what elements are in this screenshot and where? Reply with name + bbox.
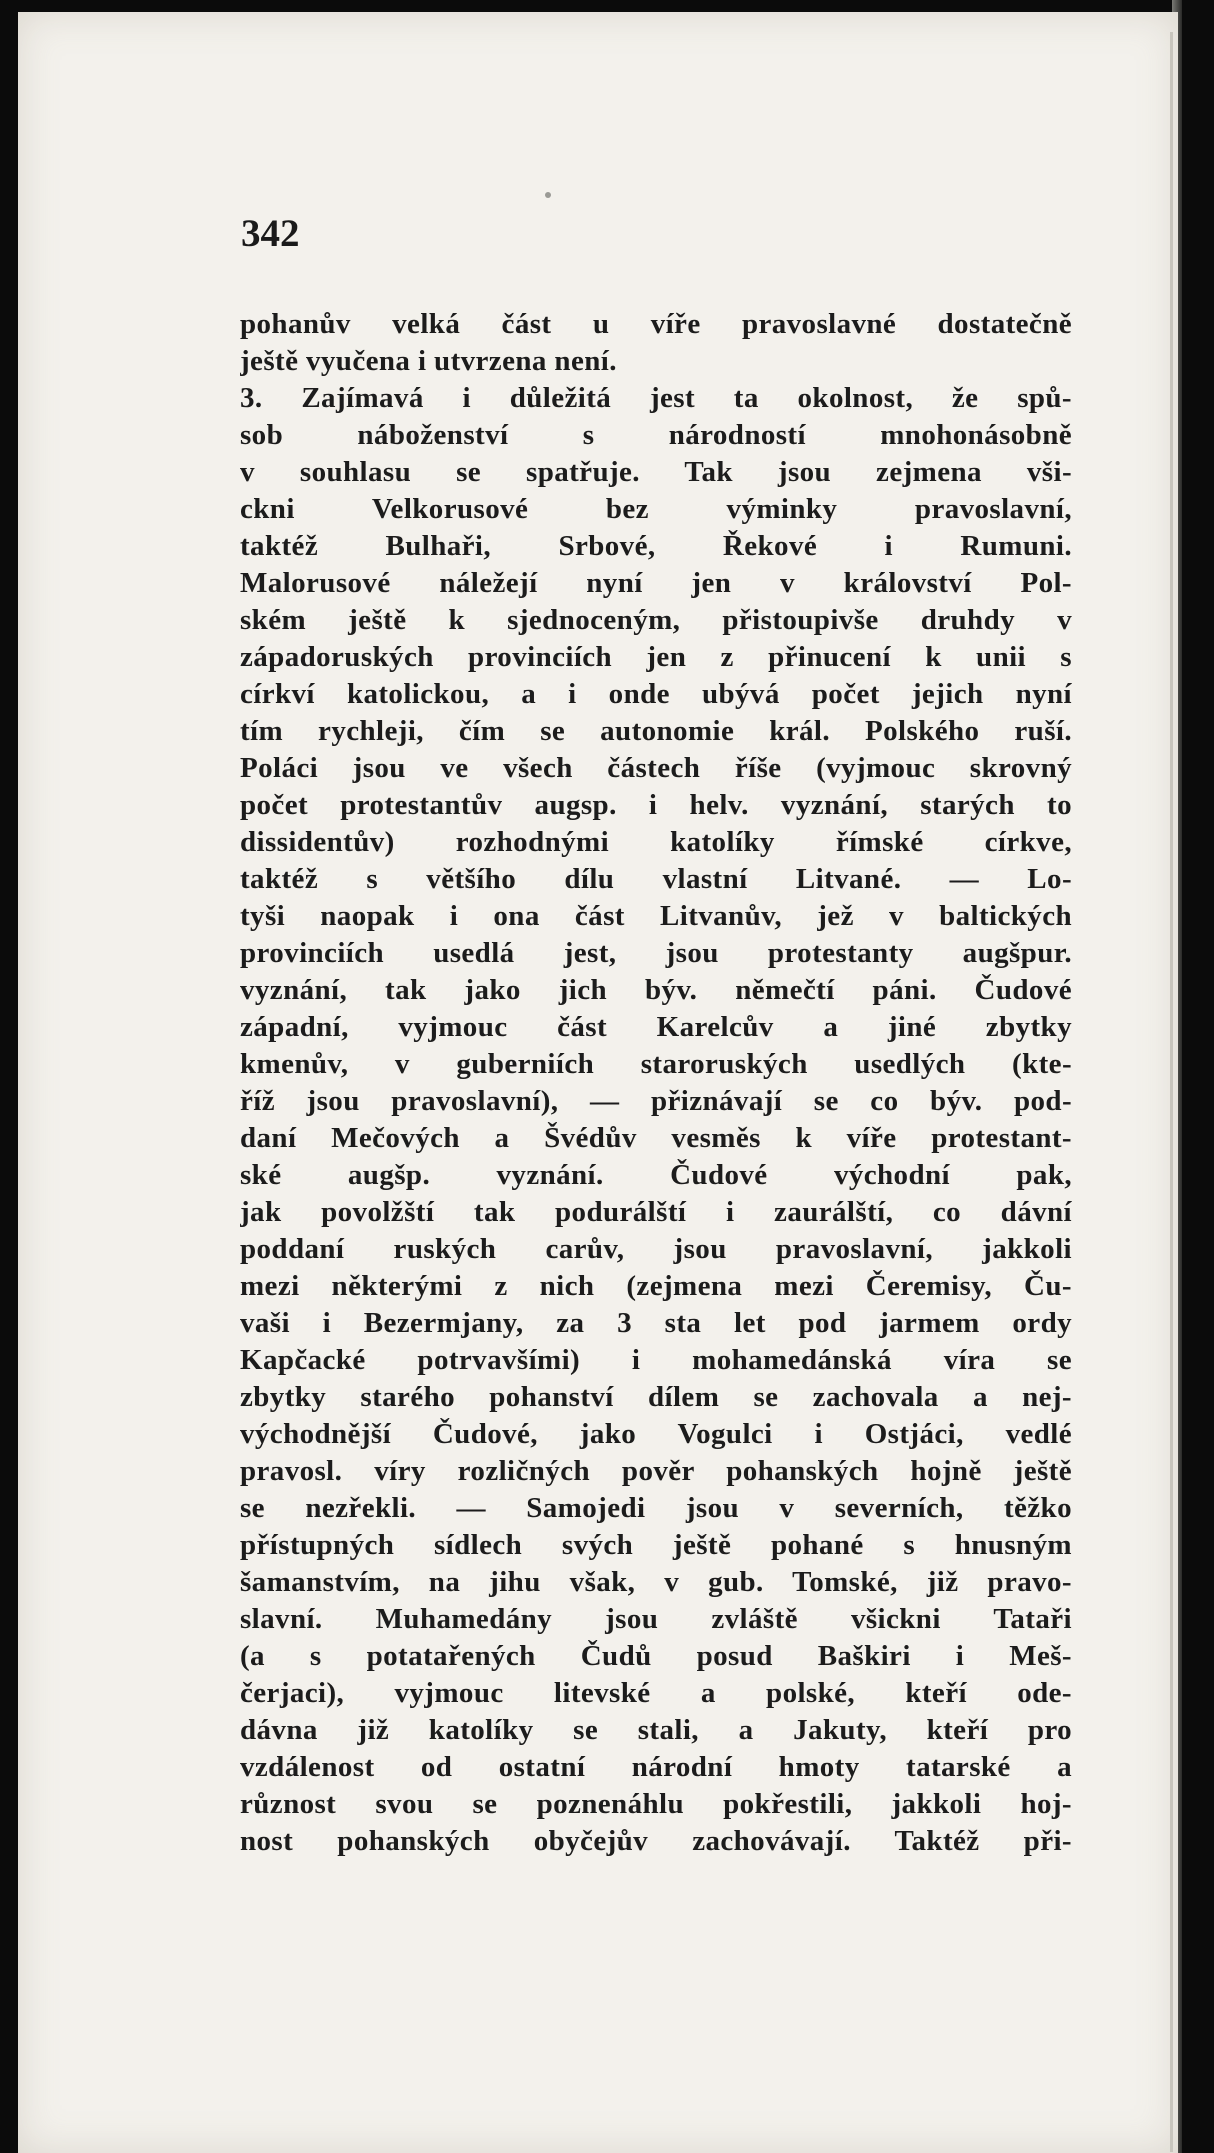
text-line: říž jsou pravoslavní), — přiznávají se co býv. pod- <box>240 1085 1072 1117</box>
page-edge-line <box>1170 32 1173 2152</box>
text-line: se nezřekli. — Samojedi jsou v severních, těžko <box>240 1492 1072 1524</box>
text-line: Poláci jsou ve všech částech říše (vyjmouc skrovný <box>240 752 1072 784</box>
text-line: jak povolžští tak podurálští i zaurálští, co dávní <box>240 1196 1072 1228</box>
text-line: šamanstvím, na jihu však, v gub. Tomské, již pravo- <box>240 1566 1072 1598</box>
text-line: tím rychleji, čím se autonomie král. Polského ruší. <box>240 715 1072 747</box>
text-line: daní Mečových a Švédův vesměs k víře protestant- <box>240 1122 1072 1154</box>
text-line: 3. Zajímavá i důležitá jest ta okolnost, že spů- <box>240 382 1072 414</box>
text-line: pravosl. víry rozličných pověr pohanských hojně ještě <box>240 1455 1072 1487</box>
text-line: dávna již katolíky se stali, a Jakuty, kteří pro <box>240 1714 1072 1746</box>
text-line: východnější Čudové, jako Vogulci i Ostjáci, vedlé <box>240 1418 1072 1450</box>
ink-speck <box>545 192 551 198</box>
text-line: zbytky starého pohanství dílem se zachovala a nej- <box>240 1381 1072 1413</box>
text-line: nost pohanských obyčejův zachovávají. Taktéž při- <box>240 1825 1072 1857</box>
text-line: čerjaci), vyjmouc litevské a polské, kteří ode- <box>240 1677 1072 1709</box>
page-number: 342 <box>241 212 300 255</box>
text-line: západoruských provinciích jen z přinucení k unii s <box>240 641 1072 673</box>
text-line: (a s potatařených Čudů posud Baškiri i Meš- <box>240 1640 1072 1672</box>
text-line: ckni Velkorusové bez výminky pravoslavní, <box>240 493 1072 525</box>
text-line: různost svou se poznenáhlu pokřestili, jakkoli hoj- <box>240 1788 1072 1820</box>
text-line: dissidentův) rozhodnými katolíky římské církve, <box>240 826 1072 858</box>
text-line: tyši naopak i ona část Litvanův, jež v baltických <box>240 900 1072 932</box>
text-line: provinciích usedlá jest, jsou protestanty augšpur. <box>240 937 1072 969</box>
text-line: západní, vyjmouc část Karelcův a jiné zbytky <box>240 1011 1072 1043</box>
text-line: Malorusové náležejí nyní jen v království Pol- <box>240 567 1072 599</box>
text-line: vyznání, tak jako jich býv. němečtí páni. Čudové <box>240 974 1072 1006</box>
text-line: taktéž s většího dílu vlastní Litvané. — Lo- <box>240 863 1072 895</box>
body-text <box>240 306 1072 1860</box>
text-line: slavní. Muhamedány jsou zvláště všickni Tataři <box>240 1603 1072 1635</box>
text-line: církví katolickou, a i onde ubývá počet jejich nyní <box>240 678 1072 710</box>
text-line: poddaní ruských carův, jsou pravoslavní, jakkoli <box>240 1233 1072 1265</box>
text-line: přístupných sídlech svých ještě pohané s hnusným <box>240 1529 1072 1561</box>
text-line: kmenův, v guberniích staroruských usedlých (kte- <box>240 1048 1072 1080</box>
text-line: v souhlasu se spatřuje. Tak jsou zejmena vši- <box>240 456 1072 488</box>
text-line: taktéž Bulhaři, Srbové, Řekové i Rumuni. <box>240 530 1072 562</box>
text-line: sob náboženství s národností mnohonásobně <box>240 419 1072 451</box>
text-line: ském ještě k sjednoceným, přistoupivše druhdy v <box>240 604 1072 636</box>
text-line: ské augšp. vyznání. Čudové východní pak, <box>240 1159 1072 1191</box>
text-line: mezi některými z nich (zejmena mezi Čeremisy, Ču- <box>240 1270 1072 1302</box>
text-line: počet protestantův augsp. i helv. vyznání, starých to <box>240 789 1072 821</box>
text-line: Kapčacké potrvavšími) i mohamedánská víra se <box>240 1344 1072 1376</box>
text-line: pohanův velká část u víře pravoslavné dostatečně <box>240 308 1072 340</box>
text-line: vaši i Bezermjany, za 3 sta let pod jarmem ordy <box>240 1307 1072 1339</box>
text-line: ještě vyučena i utvrzena není. <box>240 345 617 377</box>
text-line: vzdálenost od ostatní národní hmoty tatarské a <box>240 1751 1072 1783</box>
